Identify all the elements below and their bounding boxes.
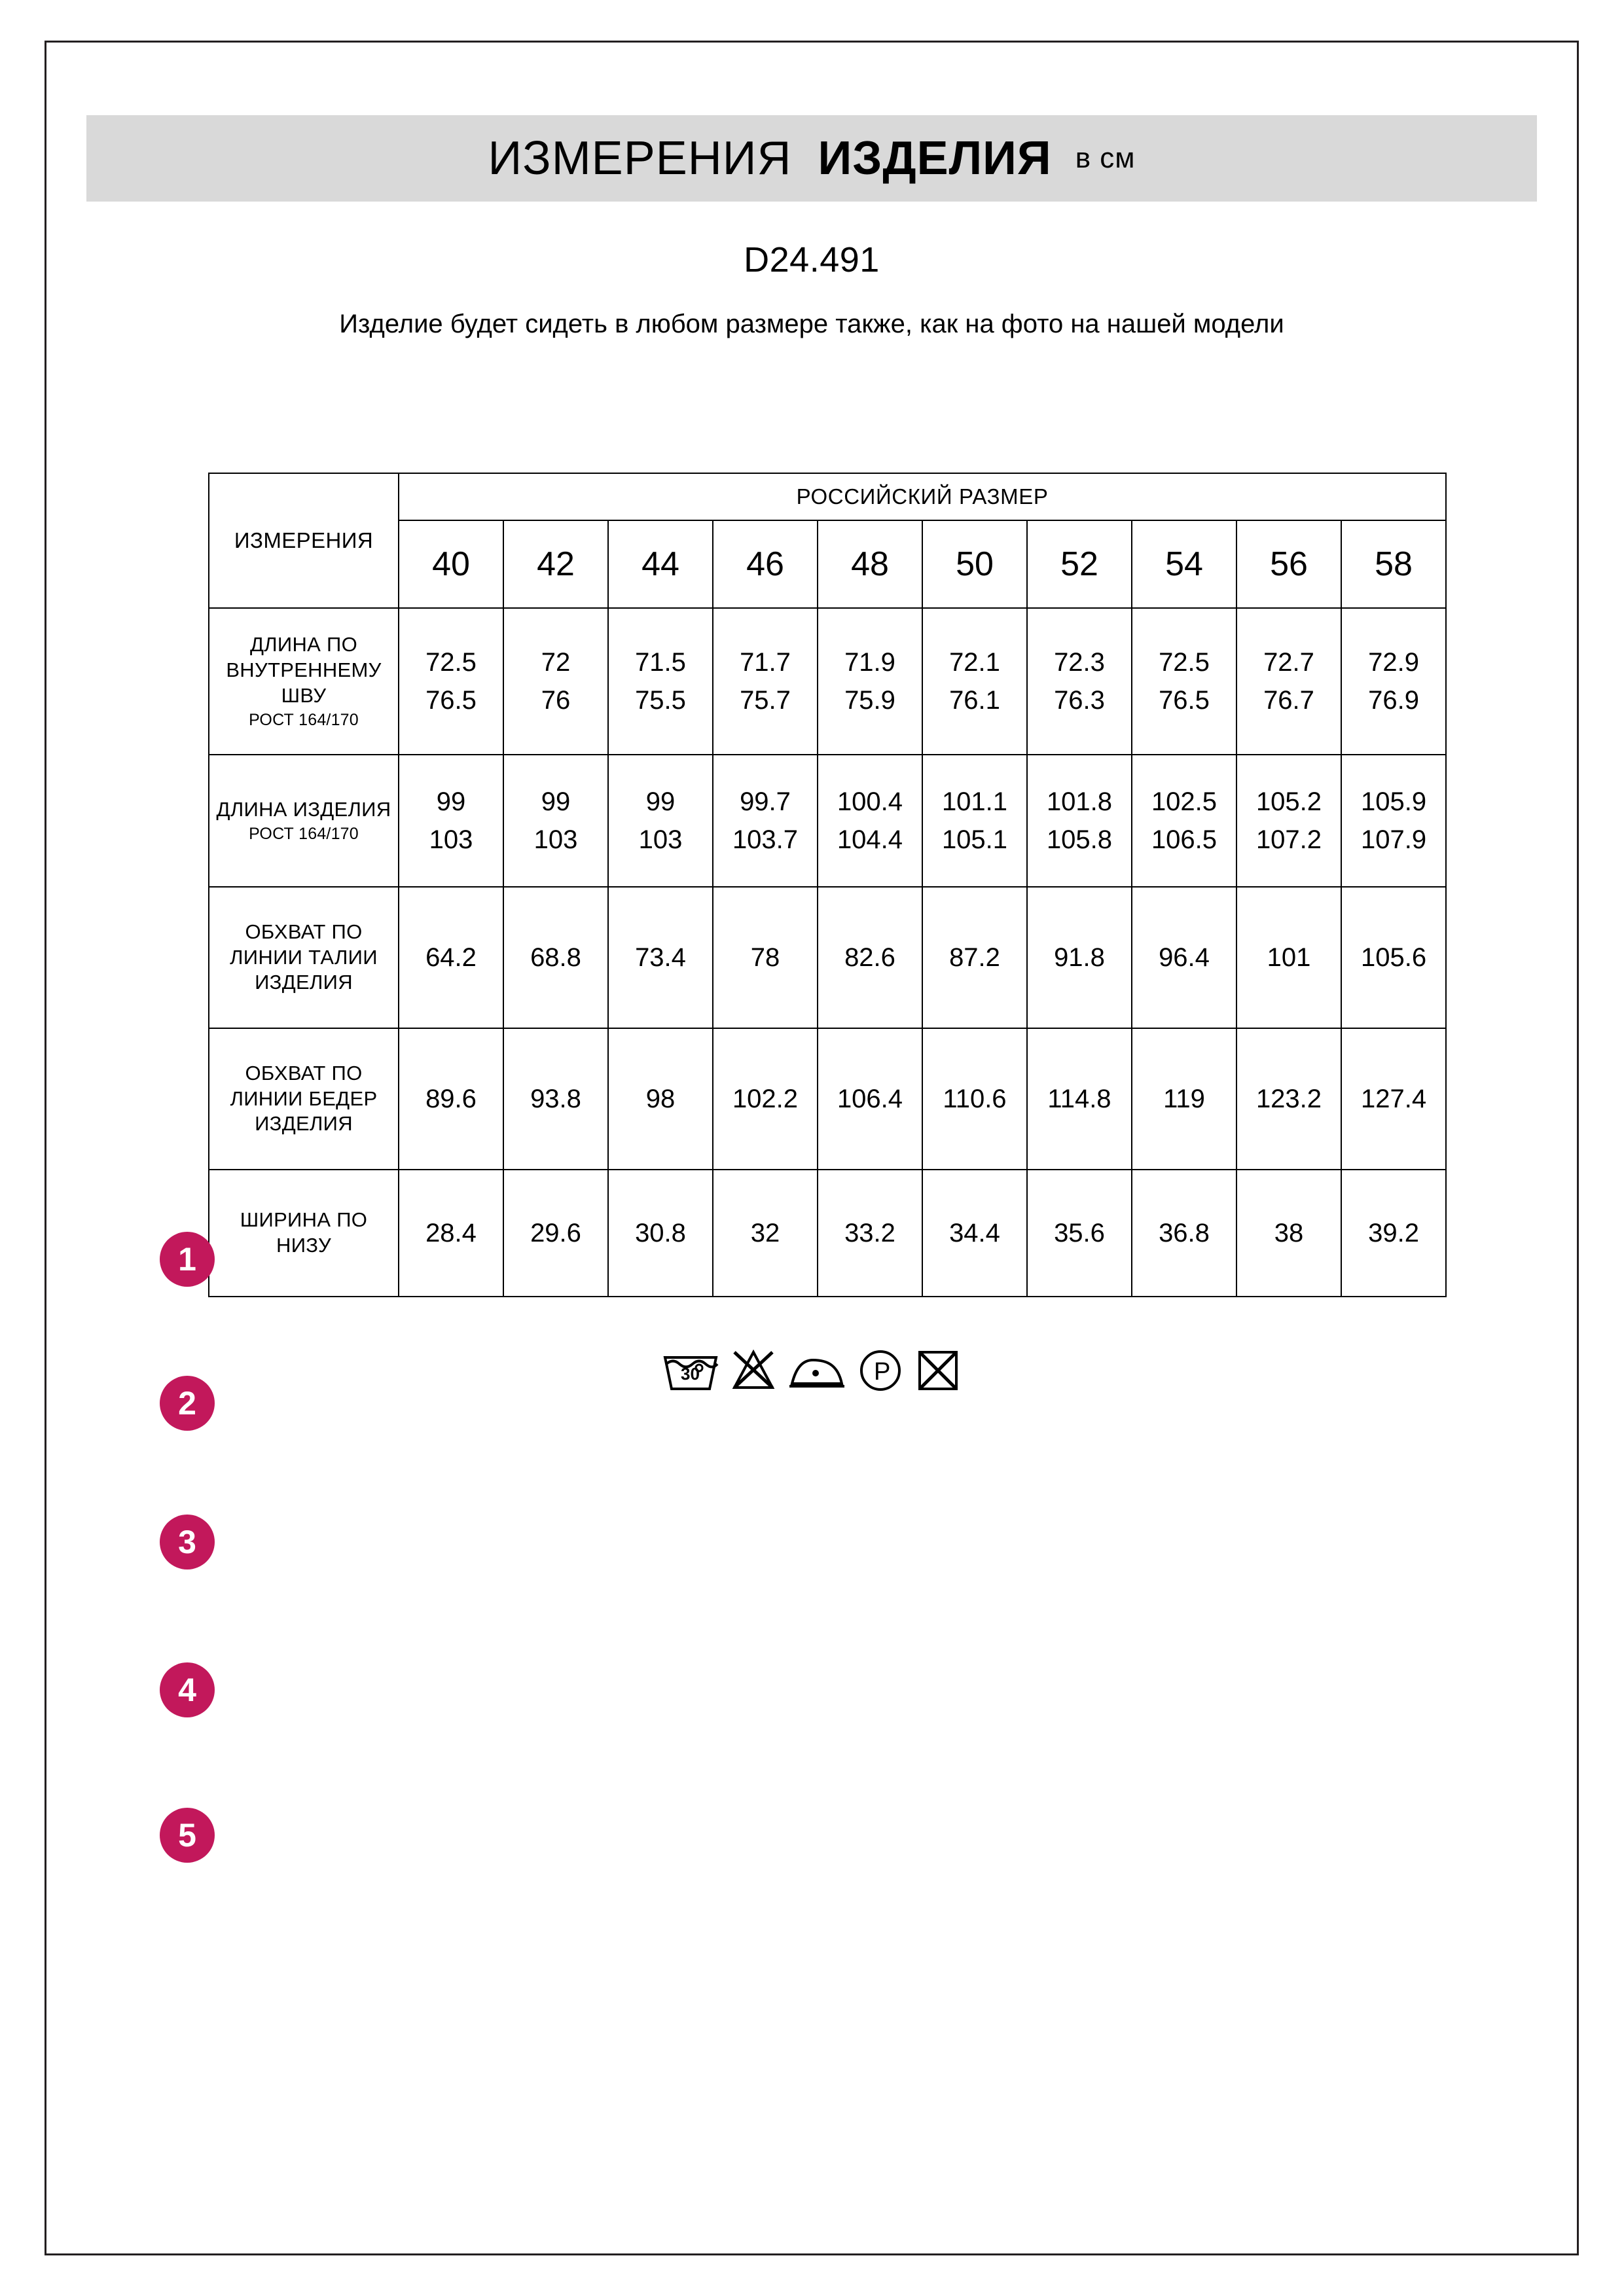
value-bottom: 75.5	[635, 686, 686, 715]
table-row	[209, 887, 1446, 1028]
cell: 123.2	[1236, 1028, 1341, 1170]
table-header-group-row	[209, 473, 1446, 520]
value-bottom: 106.5	[1151, 825, 1218, 854]
fit-note: Изделие будет сидеть в любом размере также, как на фото на нашей модели	[339, 310, 1284, 338]
cell	[503, 608, 608, 755]
cell: 96.4	[1132, 887, 1236, 1028]
cell: 33.2	[818, 1170, 922, 1297]
size-header-50: 50	[922, 520, 1027, 608]
cell	[922, 755, 1027, 887]
row-badge-4: 4	[160, 1662, 215, 1717]
value-top: 72.5	[1159, 648, 1210, 677]
value-bottom: 107.9	[1360, 825, 1427, 854]
size-header-52: 52	[1027, 520, 1132, 608]
row-label-hip-girth	[209, 1028, 399, 1170]
row-label-text: ДЛИНА ПО ВНУТРЕННЕМУ ШВУ	[226, 633, 382, 707]
cell: 114.8	[1027, 1028, 1132, 1170]
cell: 68.8	[503, 887, 608, 1028]
cell: 106.4	[818, 1028, 922, 1170]
wash-30-degrees-icon	[661, 1346, 720, 1394]
row-label-leg-opening	[209, 1170, 399, 1297]
cell	[608, 755, 713, 887]
value-top: 105.9	[1360, 787, 1427, 816]
value-top: 72.1	[949, 648, 1000, 677]
iron-low-temperature-icon	[787, 1346, 847, 1394]
cell	[608, 608, 713, 755]
cell: 110.6	[922, 1028, 1027, 1170]
value-top: 99	[541, 787, 571, 816]
value-bottom: 103	[533, 825, 578, 854]
cell: 98	[608, 1028, 713, 1170]
cell	[922, 608, 1027, 755]
value-top: 100.4	[837, 787, 903, 816]
row-sublabel-text: РОСТ 164/170	[249, 824, 359, 843]
value-top: 99	[645, 787, 676, 816]
row-badge-5: 5	[160, 1808, 215, 1863]
cell: 73.4	[608, 887, 713, 1028]
row-label-inseam-length	[209, 608, 399, 755]
size-header-40: 40	[399, 520, 503, 608]
do-not-bleach-icon	[729, 1346, 778, 1394]
table-row	[209, 608, 1446, 755]
value-top: 101.1	[941, 787, 1008, 816]
cell	[1236, 608, 1341, 755]
cell: 102.2	[713, 1028, 818, 1170]
table-row	[209, 1028, 1446, 1170]
size-header-54: 54	[1132, 520, 1236, 608]
value-bottom: 76.5	[1159, 686, 1210, 715]
value-bottom: 104.4	[837, 825, 903, 854]
cell	[1027, 608, 1132, 755]
cell: 36.8	[1132, 1170, 1236, 1297]
value-top: 101.8	[1046, 787, 1113, 816]
title-product: ИЗДЕЛИЯ	[818, 132, 1052, 185]
value-bottom: 75.9	[844, 686, 895, 715]
value-bottom: 103	[638, 825, 683, 854]
cell: 101	[1236, 887, 1341, 1028]
cell	[1132, 608, 1236, 755]
cell: 82.6	[818, 887, 922, 1028]
value-top: 105.2	[1255, 787, 1322, 816]
russian-size-header: РОССИЙСКИЙ РАЗМЕР	[399, 473, 1446, 520]
size-header-46: 46	[713, 520, 818, 608]
cell	[1341, 608, 1446, 755]
measurements-column-header: ИЗМЕРЕНИЯ	[209, 473, 399, 608]
row-label-text: ОБХВАТ ПО ЛИНИИ ТАЛИИ ИЗДЕЛИЯ	[230, 920, 378, 994]
value-top: 72.3	[1054, 648, 1105, 677]
svg-text:30: 30	[681, 1364, 700, 1384]
cell	[713, 608, 818, 755]
cell: 32	[713, 1170, 818, 1297]
value-bottom: 76.7	[1263, 686, 1314, 715]
value-bottom: 76.3	[1054, 686, 1105, 715]
cell: 34.4	[922, 1170, 1027, 1297]
size-header-48: 48	[818, 520, 922, 608]
title-unit: в см	[1075, 142, 1136, 174]
cell: 93.8	[503, 1028, 608, 1170]
value-top: 99	[436, 787, 466, 816]
title-band	[86, 115, 1537, 202]
value-top: 72.9	[1368, 648, 1419, 677]
size-header-42: 42	[503, 520, 608, 608]
row-badge-3: 3	[160, 1515, 215, 1570]
cell: 28.4	[399, 1170, 503, 1297]
value-top: 72.5	[425, 648, 477, 677]
cell	[818, 608, 922, 755]
row-sublabel-text: РОСТ 164/170	[249, 710, 359, 729]
value-top: 71.9	[844, 648, 895, 677]
row-label-text: ОБХВАТ ПО ЛИНИИ БЕДЕР ИЗДЕЛИЯ	[230, 1061, 378, 1136]
row-label-text: ДЛИНА ИЗДЕЛИЯ	[216, 798, 391, 821]
row-label-waist-girth	[209, 887, 399, 1028]
value-bottom: 76.5	[425, 686, 477, 715]
row-label-text: ШИРИНА ПО НИЗУ	[240, 1208, 368, 1257]
value-bottom: 105.8	[1046, 825, 1113, 854]
cell: 64.2	[399, 887, 503, 1028]
cell: 29.6	[503, 1170, 608, 1297]
value-bottom: 103	[429, 825, 473, 854]
cell: 87.2	[922, 887, 1027, 1028]
document-content	[45, 41, 1579, 1854]
row-badge-1: 1	[160, 1232, 215, 1287]
value-top: 72	[541, 648, 571, 677]
cell	[713, 755, 818, 887]
cell	[399, 608, 503, 755]
cell: 127.4	[1341, 1028, 1446, 1170]
value-bottom: 76.1	[949, 686, 1000, 715]
size-header-56: 56	[1236, 520, 1341, 608]
table-row	[209, 755, 1446, 887]
cell	[399, 755, 503, 887]
value-bottom: 105.1	[941, 825, 1008, 854]
size-header-58: 58	[1341, 520, 1446, 608]
cell	[1236, 755, 1341, 887]
value-top: 71.7	[740, 648, 791, 677]
value-top: 99.7	[740, 787, 791, 816]
value-top: 71.5	[635, 648, 686, 677]
cell	[1027, 755, 1132, 887]
value-bottom: 103.7	[732, 825, 799, 854]
do-not-tumble-dry-icon	[914, 1346, 962, 1394]
value-top: 102.5	[1151, 787, 1218, 816]
professional-dry-clean-p-icon	[856, 1346, 905, 1394]
cell: 91.8	[1027, 887, 1132, 1028]
article-code: D24.491	[744, 240, 880, 279]
value-top: 72.7	[1263, 648, 1314, 677]
cell: 30.8	[608, 1170, 713, 1297]
cell: 119	[1132, 1028, 1236, 1170]
cell: 89.6	[399, 1028, 503, 1170]
cell: 35.6	[1027, 1170, 1132, 1297]
value-bottom: 76	[541, 686, 571, 715]
cell	[503, 755, 608, 887]
cell	[1132, 755, 1236, 887]
row-label-product-length	[209, 755, 399, 887]
svg-text:P: P	[874, 1358, 891, 1386]
cell: 105.6	[1341, 887, 1446, 1028]
value-bottom: 75.7	[740, 686, 791, 715]
cell: 39.2	[1341, 1170, 1446, 1297]
cell	[1341, 755, 1446, 887]
cell	[818, 755, 922, 887]
cell: 38	[1236, 1170, 1341, 1297]
measurements-table	[208, 473, 1447, 1297]
value-bottom: 107.2	[1255, 825, 1322, 854]
size-header-44: 44	[608, 520, 713, 608]
cell: 78	[713, 887, 818, 1028]
title-measurements: ИЗМЕРЕНИЯ	[488, 132, 792, 185]
row-badge-2: 2	[160, 1376, 215, 1431]
care-symbols	[45, 1334, 1579, 1406]
table-row	[209, 1170, 1446, 1297]
value-bottom: 76.9	[1368, 686, 1419, 715]
